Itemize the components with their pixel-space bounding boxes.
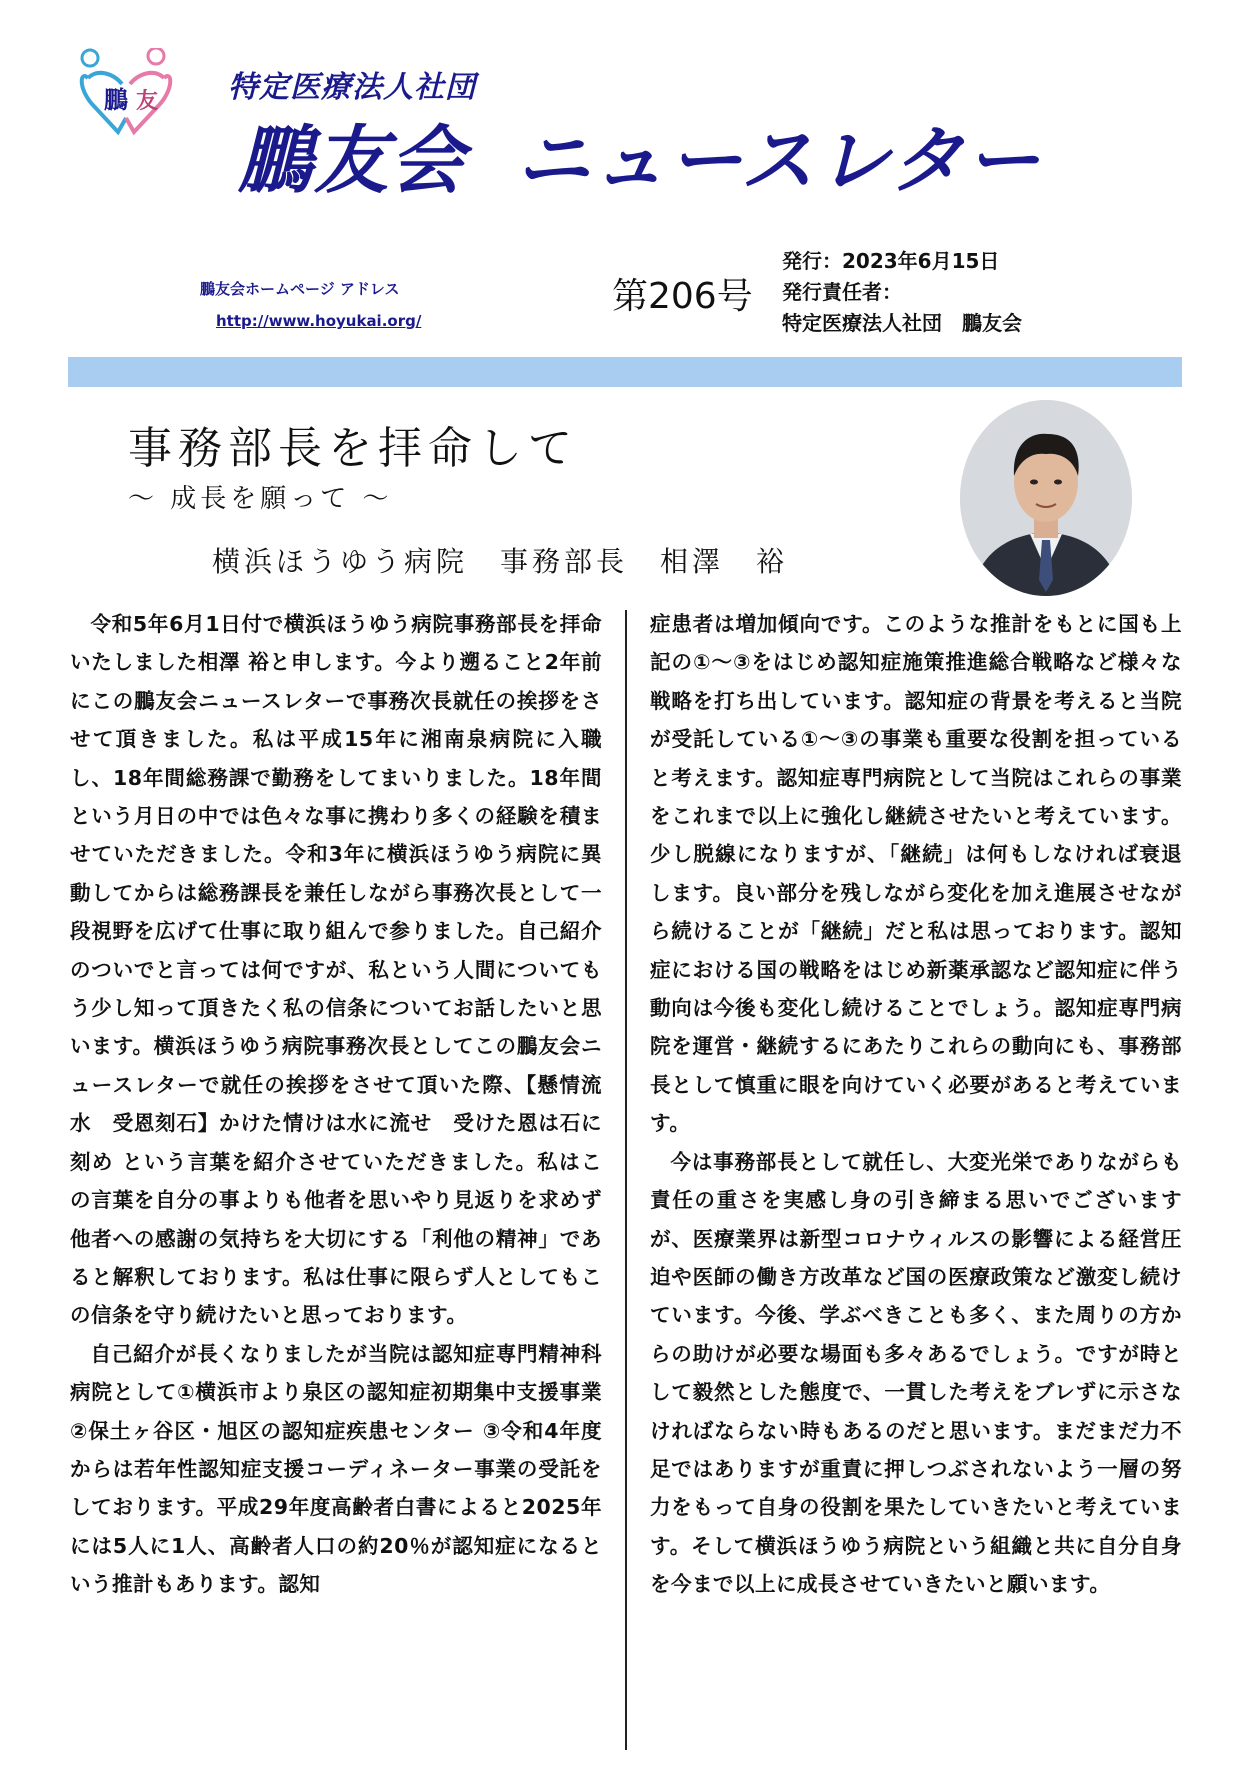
homepage-link[interactable]: http://www.hoyukai.org/ <box>216 312 422 330</box>
issue-number: 第206号 <box>612 276 753 317</box>
author-portrait-image <box>960 400 1132 596</box>
paragraph: 令和5年6月1日付で横浜ほうゆう病院事務部長を拝命いたしました相澤 裕と申します。今より遡ること2年前にこの鵬友会ニュースレターで事務次長就任の挨拶をさせて頂きました。私は平成15年に湘南泉病院に入職し、18年間総務課で勤務をしてまいりました。18年間という月日の中では色々な事に携わり多くの経験を積ませていただきました。令和3年に横浜ほうゆう病院に異動してからは総務課長を兼任しながら事務次長として一段視野を広げて仕事に取り組んで参りました。自己紹介のついでと言っては何ですが、私という人間についてもう少し知って頂きたく私の信条についてお話したいと思います。横浜ほうゆう病院事務次長としてこの鵬友会ニュースレターで就任の挨拶をさせて頂いた際、【懸情流水 受恩刻石】かけた情けは水に流せ 受けた恩は石に刻め という言葉を紹介させていただきました。私はこの言葉を自分の事よりも他者を思いやり見返りを求めず他者への感謝の気持ちを大切にする「利他の精神」であると解釈しております。私は仕事に限らず人としてもこの信条を守り続けたいと思っております。 <box>70 612 602 1328</box>
header-divider-band <box>68 357 1182 387</box>
logo-char-2: 友 <box>136 89 159 114</box>
publisher-label: 発行責任者： <box>782 280 902 304</box>
article-column-left <box>70 605 602 1604</box>
publication-info <box>782 246 1022 339</box>
article-column-right <box>650 605 1182 1604</box>
author-photo <box>960 400 1132 596</box>
article-title: 事務部長を拝命して <box>128 423 578 474</box>
homepage-label: 鵬友会ホームページ アドレス <box>200 280 400 298</box>
newsletter-title <box>238 118 1042 204</box>
publish-date: 発行：2023年6月15日 <box>782 249 1000 273</box>
paragraph: 症患者は増加傾向です。このような推計をもとに国も上記の①～③をはじめ認知症施策推進総合戦略など様々な戦略を打ち出しています。認知症の背景を考えると当院が受託している①～③の事業も重要な役割を担っていると考えます。認知症専門病院として当院はこれらの事業をこれまで以上に強化し継続させたいと考えています。少し脱線になりますが、「継続」は何もしなければ衰退します。良い部分を残しながら変化を加え進展させながら続けることが「継続」だと私は思っております。認知症における国の戦略をはじめ新薬承認など認知症に伴う動向は今後も変化し続けることでしょう。認知症専門病院を運営・継続するにあたりこれらの動向にも、事務部長として慎重に眼を向けていく必要があると考えています。 <box>650 612 1182 1136</box>
article-author: 横浜ほうゆう病院 事務部長 相澤 裕 <box>212 545 789 578</box>
title-main: 鵬友会 <box>238 118 466 204</box>
column-divider <box>625 610 627 1750</box>
paragraph: 今は事務部長として就任し、大変光栄でありながらも責任の重さを実感し身の引き締まる思いでございますが、医療業界は新型コロナウィルスの影響による経営圧迫や医師の働き方改革など国の医療政策など激変し続けています。今後、学ぶべきことも多く、また周りの方からの助けが必要な場面も多々あるでしょう。ですが時として毅然とした態度で、一貫した考えをブレずに示さなければならない時もあるのだと思います。まだまだ力不足ではありますが重責に押しつぶされないよう一層の努力をもって自身の役割を果たしていきたいと考えています。そして横浜ほうゆう病院という組織と共に自分自身を今まで以上に成長させていきたいと願います。 <box>650 1149 1182 1597</box>
paragraph: 自己紹介が長くなりましたが当院は認知症専門精神科病院として①横浜市より泉区の認知症初期集中支援事業 ②保土ヶ谷区・旭区の認知症疾患センター ③令和4年度からは若年性認知症支援コーディネーター事業の受託をしております。平成29年度高齢者白書によると2025年には5人に1人、高齢者人口の約20％が認知症になるという推計もあります。認知 <box>70 1341 602 1597</box>
logo-hearts-icon <box>78 48 174 140</box>
title-sub: ニュースレター <box>516 118 1042 204</box>
article-subtitle: ～ 成長を願って ～ <box>128 484 393 514</box>
logo-char-1: 鵬 <box>104 86 128 114</box>
logo <box>78 48 174 140</box>
publisher-name: 特定医療法人社団 鵬友会 <box>782 311 1022 335</box>
organization-type: 特定医療法人社団 <box>228 70 476 105</box>
